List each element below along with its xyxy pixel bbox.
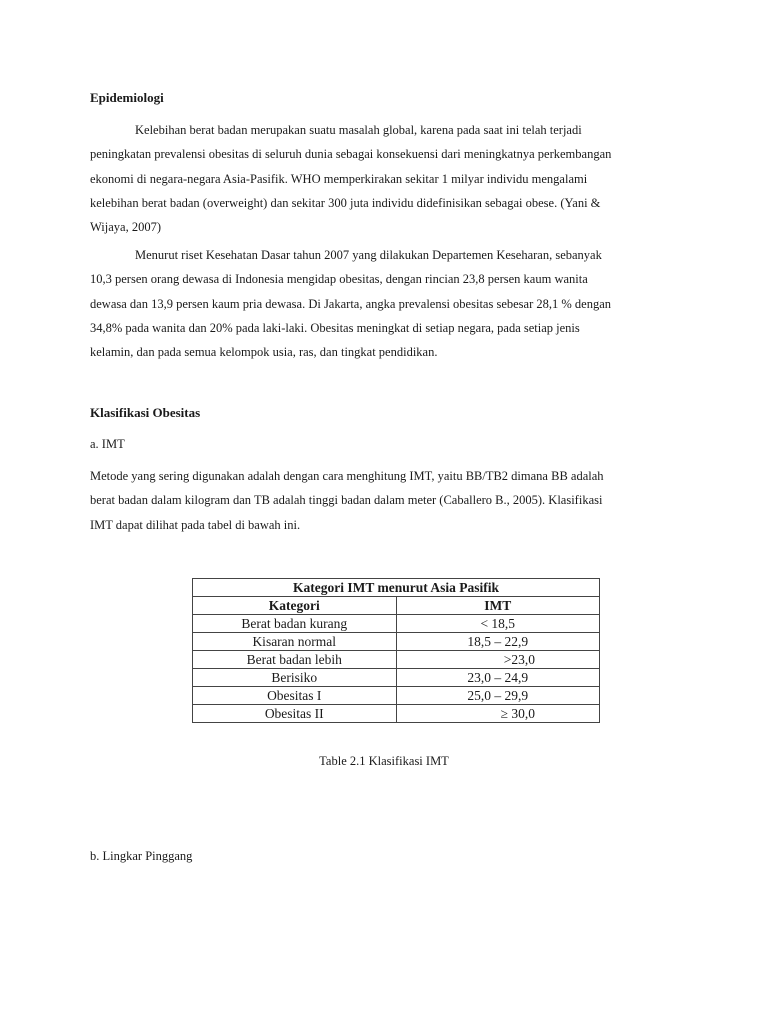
column-header-imt: IMT [396,597,600,615]
table-row [193,615,600,633]
table-cell-imt: 25,0 – 29,9 [396,687,600,705]
table-cell-imt: 23,0 – 24,9 [396,669,600,687]
text-line: Menurut riset Kesehatan Dasar tahun 2007 yang dilakukan Departemen Keseharan, sebanyak [135,248,602,262]
list-item-lingkar-pinggang: b. Lingkar Pinggang [90,849,193,863]
table-header-row [193,597,600,615]
heading-epidemiologi: Epidemiologi [90,90,164,105]
table-cell-kategori: Berat badan lebih [193,651,397,669]
table-cell-kategori: Obesitas II [193,705,397,723]
list-item-imt: a. IMT [90,437,125,451]
text-line: Kelebihan berat badan merupakan suatu masalah global, karena pada saat ini telah terjadi [135,123,582,137]
table-cell-kategori: Obesitas I [193,687,397,705]
paragraph-imt [90,464,680,537]
text-line: Metode yang sering digunakan adalah dengan cara menghitung IMT, yaitu BB/TB2 dimana BB adalah [90,469,604,483]
text-line: Wijaya, 2007) [90,220,162,235]
text-line: dewasa dan 13,9 persen kaum pria dewasa. Di Jakarta, angka prevalensi obesitas sebesar 28,1 % dengan [90,296,611,311]
table-cell-imt: >23,0 [396,651,600,669]
table-cell-imt: < 18,5 [396,615,600,633]
text-line: kelebihan berat badan (overweight) dan sekitar 300 juta individu didefinisikan sebagai obese. (Yani & [90,195,601,210]
table-row [193,705,600,723]
table-caption: Table 2.1 Klasifikasi IMT [319,754,449,768]
table-row [193,651,600,669]
table-row [193,633,600,651]
table-row [193,687,600,705]
text-line: IMT dapat dilihat pada tabel di bawah ini. [90,517,301,532]
text-line: 34,8% pada wanita dan 20% pada laki-laki. Obesitas meningkat di setiap negara, pada setiap jenis [90,320,580,335]
table-row [193,669,600,687]
table-cell-imt: 18,5 – 22,9 [396,633,600,651]
imt-classification-table [192,578,600,723]
text-line: peningkatan prevalensi obesitas di seluruh dunia sebagai konsekuensi dari meningkatnya perkembangan [90,147,612,162]
table-title: Kategori IMT menurut Asia Pasifik [193,579,600,597]
table-cell-kategori: Kisaran normal [193,633,397,651]
paragraph-epidemiologi-2 [90,243,680,364]
text-line: ekonomi di negara-negara Asia-Pasifik. WHO memperkirakan sekitar 1 milyar individu mengalami [90,171,588,186]
table-title-row [193,579,600,597]
table-cell-imt: ≥ 30,0 [396,705,600,723]
text-line: 10,3 persen orang dewasa di Indonesia mengidap obesitas, dengan rincian 23,8 persen kaum wanita [90,272,588,287]
paragraph-epidemiologi-1 [90,118,680,239]
table-cell-kategori: Berat badan kurang [193,615,397,633]
heading-klasifikasi-obesitas: Klasifikasi Obesitas [90,405,201,420]
text-line: kelamin, dan pada semua kelompok usia, ras, dan tingkat pendidikan. [90,345,438,360]
text-line: berat badan dalam kilogram dan TB adalah tinggi badan dalam meter (Caballero B., 2005). Klasifikasi [90,493,603,508]
table-cell-kategori: Berisiko [193,669,397,687]
column-header-kategori: Kategori [193,597,397,615]
